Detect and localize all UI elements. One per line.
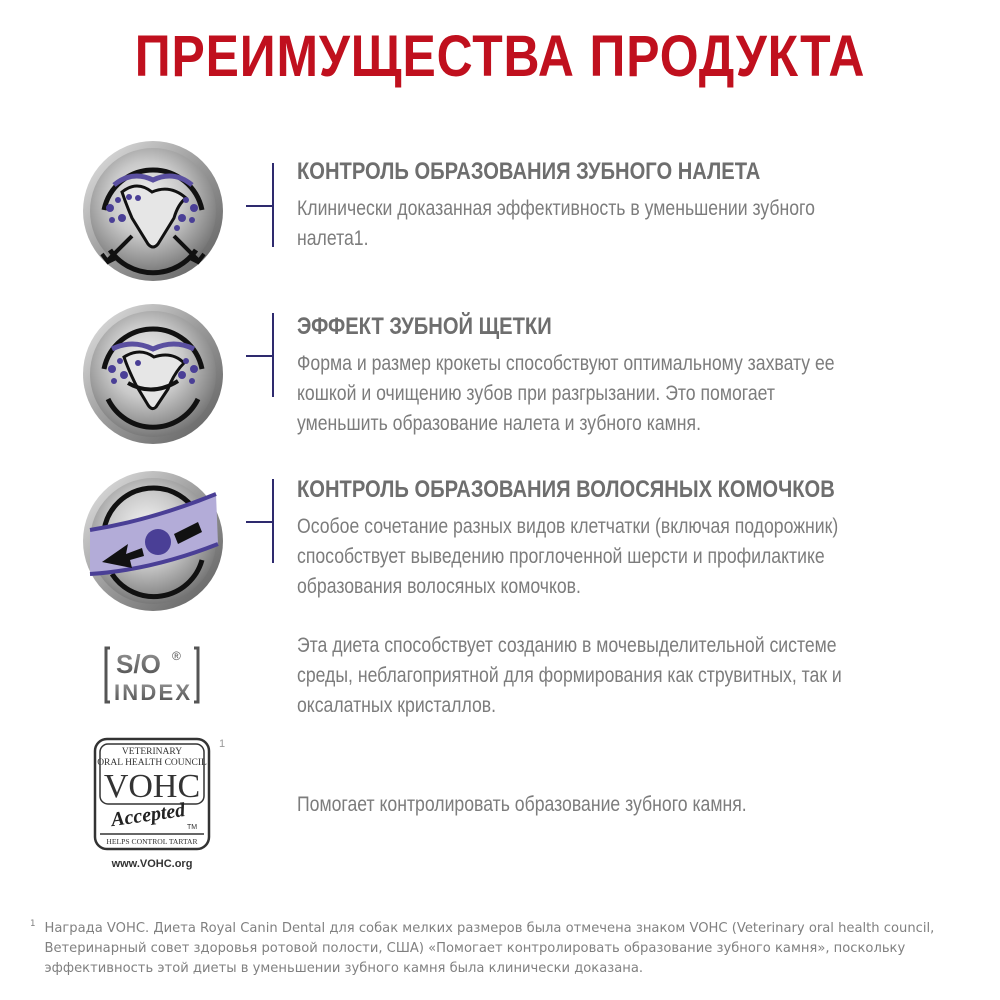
vohc-footnote-marker: 1 xyxy=(219,738,226,750)
toothbrush-effect-icon xyxy=(82,303,224,445)
feature-text: Форма и размер крокеты способствуют оптимальному захвату ее кошкой и очищению зубов при разгрызании. Это помогает уменьшить образование налета и зубного камня. xyxy=(297,352,835,435)
feature-plaque-control xyxy=(297,156,897,254)
plaque-control-icon xyxy=(82,140,224,282)
feature-text: Особое сочетание разных видов клетчатки (включая подорожник) способствует выведению проглоченной шерсти и профилактике образования волосяных комочков. xyxy=(297,515,839,598)
feature-vohc xyxy=(297,790,897,820)
feature-toothbrush-effect xyxy=(297,311,897,439)
so-logo-line2: INDEX xyxy=(114,680,190,704)
page-title: ПРЕИМУЩЕСТВА ПРОДУКТА xyxy=(134,24,866,89)
vohc-line2: ORAL HEALTH COUNCIL xyxy=(97,758,207,768)
feature-heading: КОНТРОЛЬ ОБРАЗОВАНИЯ ВОЛОСЯНЫХ КОМОЧКОВ xyxy=(297,476,835,503)
feature-bracket xyxy=(246,163,274,247)
vohc-line1: VETERINARY xyxy=(121,747,183,757)
vohc-logo xyxy=(93,737,211,872)
feature-text: Клинически доказанная эффективность в уменьшении зубного налета1. xyxy=(297,197,815,250)
feature-bracket xyxy=(246,313,274,397)
feature-text: Помогает контролировать образование зубного камня. xyxy=(297,793,747,816)
feature-heading: КОНТРОЛЬ ОБРАЗОВАНИЯ ЗУБНОГО НАЛЕТА xyxy=(297,158,761,185)
feature-text: Эта диета способствует созданию в мочевыделительной системе среды, неблагоприятной для формирования как струвитных, так и оксалатных кристаллов. xyxy=(297,634,842,717)
vohc-acronym: VOHC xyxy=(103,768,201,805)
footnote xyxy=(30,918,947,978)
vohc-accepted: Accepted xyxy=(109,798,187,832)
vohc-tagline: HELPS CONTROL TARTAR xyxy=(106,837,198,846)
so-logo-line1: S/O xyxy=(116,649,161,679)
so-logo-registered: ® xyxy=(172,649,181,663)
vohc-url: www.VOHC.org xyxy=(111,858,193,870)
hairball-control-icon xyxy=(82,470,224,612)
footnote-marker: 1 xyxy=(30,919,36,929)
footnote-text: Награда VOHC. Диета Royal Canin Dental для собак мелких размеров была отмечена знаком VOHC (Veterinary oral health council, Ветеринарный совет здоровья ротовой полости, США) «Помогает контролировать образование зубного камня», поскольку эффективность этой диеты в уменьшении зубного камня была клинически доказана. xyxy=(44,920,935,976)
feature-hairball-control xyxy=(297,474,897,602)
vohc-tm: TM xyxy=(187,824,198,831)
feature-heading: ЭФФЕКТ ЗУБНОЙ ЩЕТКИ xyxy=(297,313,552,340)
feature-bracket xyxy=(246,479,274,563)
feature-so-index xyxy=(297,631,897,721)
so-index-logo xyxy=(104,646,200,704)
